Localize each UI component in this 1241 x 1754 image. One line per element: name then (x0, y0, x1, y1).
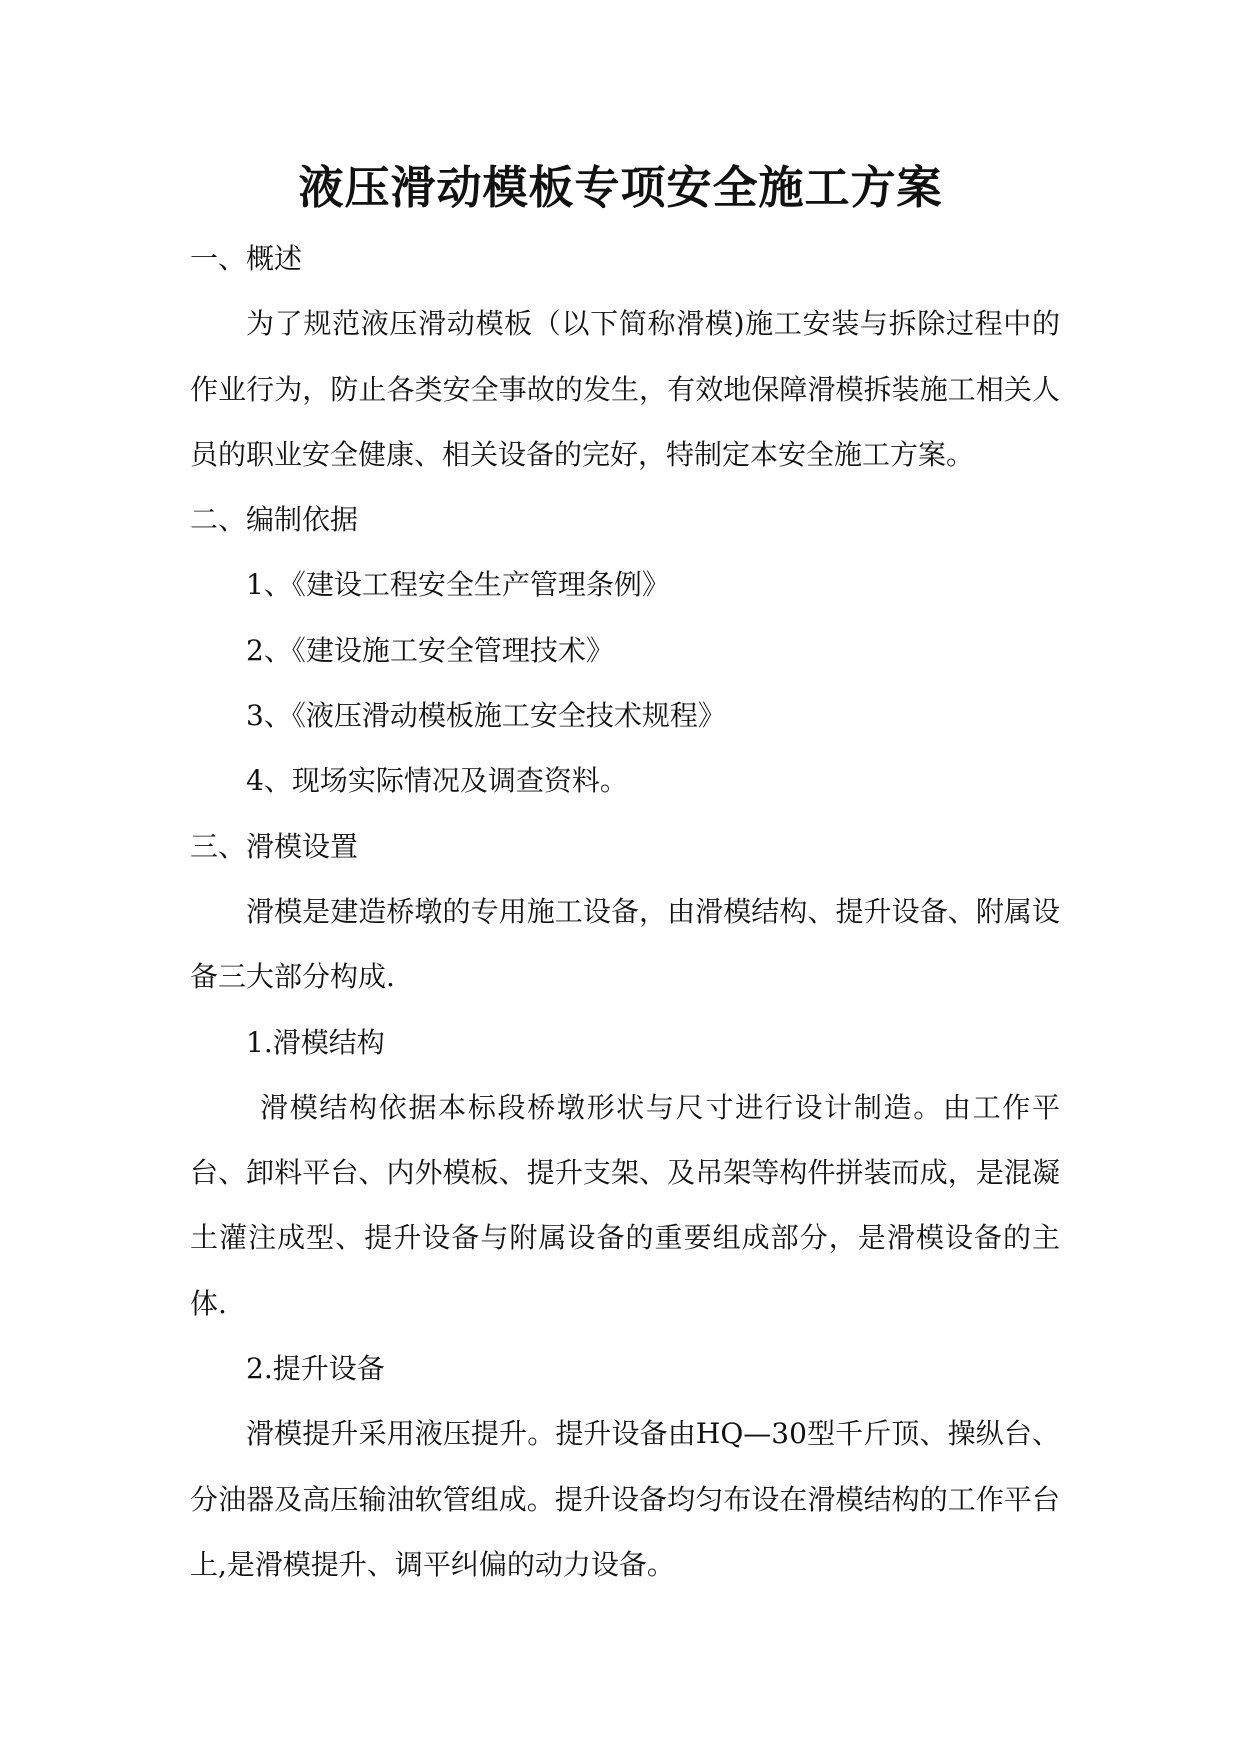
subsection-2-paragraph: 滑模提升采用液压提升。提升设备由HQ—30型千斤顶、操纵台、分油器及高压输油软管组成。提升设备均匀布设在滑模结构的工作平台上,是滑模提升、调平纠偏的动力设备。 (190, 1417, 1060, 1581)
section-3-heading: 三、滑模设置 (190, 829, 359, 863)
document-title: 液压滑动模板专项安全施工方案 (298, 161, 943, 214)
reference-item: 4、现场实际情况及调查资料。 (246, 764, 628, 798)
section-1-heading: 一、概述 (190, 242, 303, 275)
reference-item: 3、《液压滑动模板施工安全技术规程》 (246, 699, 726, 733)
section-3-intro: 滑模是建造桥墩的专用施工设备，由滑模结构、提升设备、附属设备三大部分构成. (190, 894, 1060, 994)
subsection-1-paragraph: 滑模结构依据本标段桥墩形状与尺寸进行设计制造。由工作平台、卸料平台、内外模板、提升支架、及吊架等构件拼装而成，是混凝土灌注成型、提升设备与附属设备的重要组成部分，是滑模设备的主体. (190, 1090, 1060, 1320)
subsection-2-heading: 2.提升设备 (246, 1352, 385, 1386)
reference-item: 1、《建设工程安全生产管理条例》 (246, 568, 670, 602)
document-body (190, 226, 1060, 1597)
section-2-heading: 二、编制依据 (190, 503, 359, 537)
reference-item: 2、《建设施工安全管理技术》 (246, 633, 614, 667)
subsection-1-heading: 1.滑模结构 (246, 1025, 385, 1059)
section-1-paragraph: 为了规范液压滑动模板（以下简称滑模)施工安装与拆除过程中的作业行为，防止各类安全事故的发生，有效地保障滑模拆装施工相关人员的职业安全健康、相关设备的完好，特制定本安全施工方案。 (190, 307, 1060, 471)
